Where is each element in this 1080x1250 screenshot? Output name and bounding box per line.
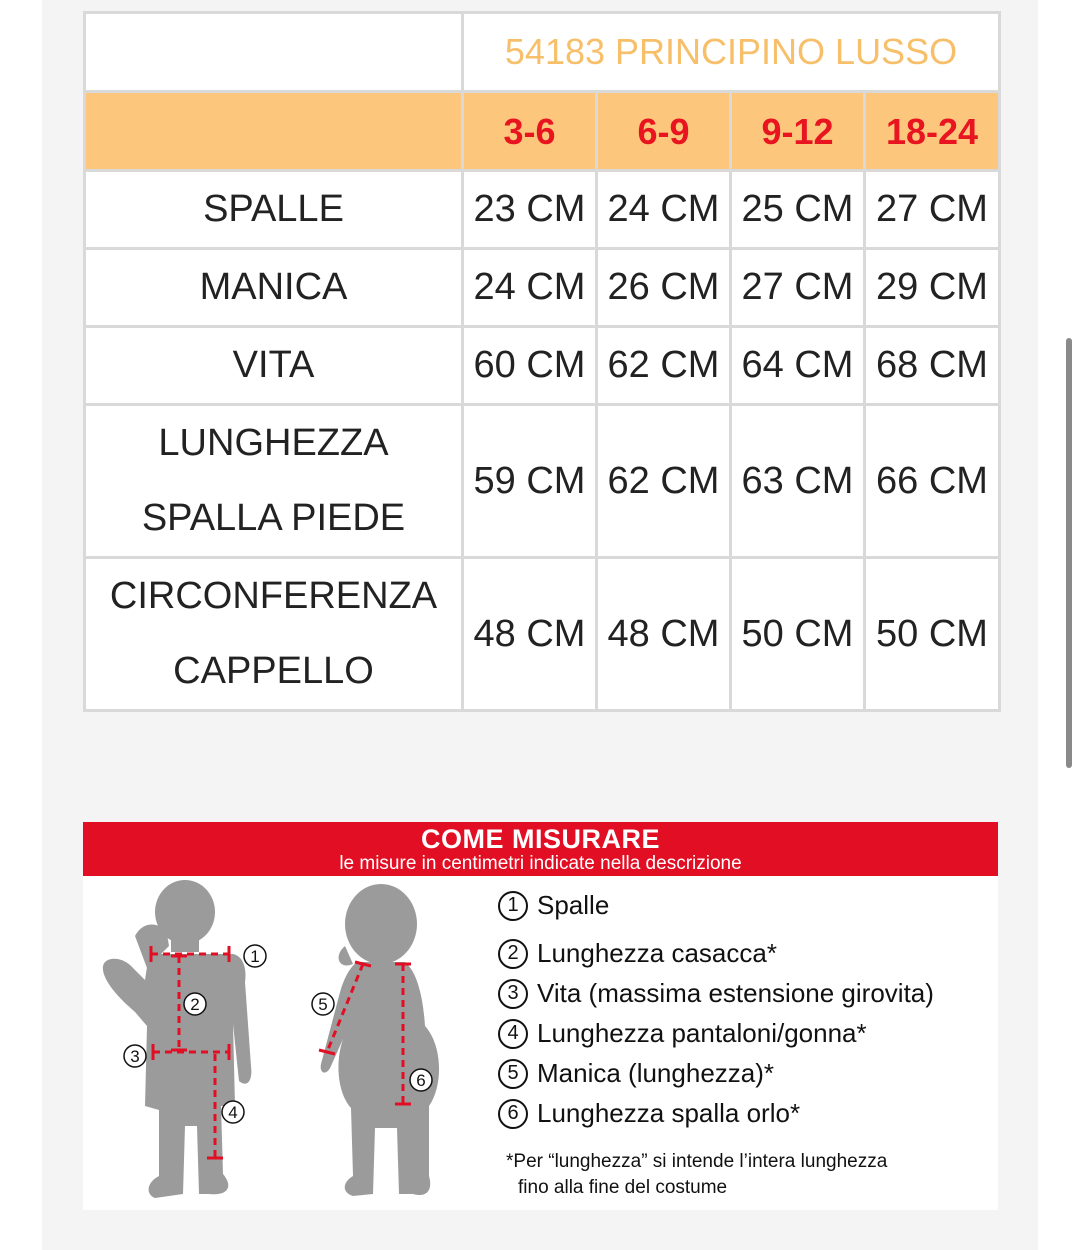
row-label: MANICA: [85, 249, 463, 327]
table-title-row: [85, 13, 1000, 92]
size-chart-table: [83, 11, 1001, 712]
table-cell: 24 CM: [463, 249, 597, 327]
row-label-line: CAPPELLO: [173, 650, 374, 692]
table-row-vita: [85, 327, 1000, 405]
number-circle-icon: 6: [498, 1099, 528, 1129]
empty-corner-cell: [85, 13, 463, 92]
product-title: 54183 PRINCIPINO LUSSO: [463, 13, 1000, 92]
row-label: [85, 558, 463, 711]
table-cell: 62 CM: [597, 327, 731, 405]
row-label: [85, 405, 463, 558]
figure-marker-1: [244, 945, 266, 967]
table-cell: 23 CM: [463, 171, 597, 249]
size-header-18-24: 18-24: [865, 92, 1000, 171]
figure-marker-label: 4: [228, 1103, 238, 1122]
table-cell: 60 CM: [463, 327, 597, 405]
table-cell: 27 CM: [865, 171, 1000, 249]
legend-item-label: Manica (lunghezza)*: [537, 1058, 775, 1088]
legend-item-label: Vita (massima estensione girovita): [537, 978, 934, 1008]
how-to-measure-banner: [83, 822, 998, 876]
table-row-spalle: [85, 171, 1000, 249]
scrollbar-thumb[interactable]: [1066, 338, 1072, 768]
table-cell: 27 CM: [731, 249, 865, 327]
legend-item-manica: [498, 1058, 998, 1089]
row-label-line: SPALLA PIEDE: [141, 497, 406, 539]
figure-marker-label: 1: [250, 947, 260, 966]
legend-item-lunghezza-pantaloni: [498, 1018, 998, 1049]
legend-item-spalle: [498, 890, 998, 921]
measure-legend: [498, 890, 998, 1201]
row-label: VITA: [85, 327, 463, 405]
table-cell: 48 CM: [463, 558, 597, 711]
legend-item-label: Lunghezza spalla orlo*: [537, 1098, 801, 1128]
figure-marker-4: [222, 1101, 244, 1123]
table-cell: 50 CM: [865, 558, 1000, 711]
figure-marker-6: [410, 1069, 432, 1091]
figure-marker-label: 3: [130, 1047, 140, 1066]
table-cell: 64 CM: [731, 327, 865, 405]
table-row-lunghezza: [85, 405, 1000, 558]
size-header-6-9: 6-9: [597, 92, 731, 171]
table-row-manica: [85, 249, 1000, 327]
size-header-3-6: 3-6: [463, 92, 597, 171]
legend-item-label: Spalle: [537, 890, 610, 920]
size-header-9-12: 9-12: [731, 92, 865, 171]
number-circle-icon: 5: [498, 1059, 528, 1089]
size-header-empty-cell: [85, 92, 463, 171]
table-cell: 59 CM: [463, 405, 597, 558]
table-cell: 66 CM: [865, 405, 1000, 558]
row-label: SPALLE: [85, 171, 463, 249]
figure-marker-5: [312, 993, 334, 1015]
legend-item-vita: [498, 978, 998, 1009]
table-cell: 48 CM: [597, 558, 731, 711]
legend-item-lunghezza-spalla-orlo: [498, 1098, 998, 1129]
table-cell: 68 CM: [865, 327, 1000, 405]
figure-marker-label: 6: [416, 1071, 426, 1090]
figure-marker-label: 5: [318, 995, 328, 1014]
table-cell: 26 CM: [597, 249, 731, 327]
length-note: [498, 1149, 998, 1201]
table-cell: 63 CM: [731, 405, 865, 558]
row-label-line: CIRCONFERENZA: [109, 575, 438, 617]
table-row-circonferenza: [85, 558, 1000, 711]
banner-title: COME MISURARE: [420, 824, 660, 854]
figure-marker-label: 2: [190, 995, 200, 1014]
figure-marker-2: [184, 993, 206, 1015]
legend-item-label: Lunghezza casacca*: [537, 938, 777, 968]
child-back-figure: [321, 884, 439, 1196]
table-cell: 24 CM: [597, 171, 731, 249]
table-cell: 25 CM: [731, 171, 865, 249]
number-circle-icon: 2: [498, 939, 528, 969]
note-line: *Per “lunghezza” si intende l’intera lunghezza: [506, 1151, 888, 1172]
measurement-figures: [83, 876, 503, 1210]
number-circle-icon: 3: [498, 979, 528, 1009]
size-header-row: [85, 92, 1000, 171]
number-circle-icon: 4: [498, 1019, 528, 1049]
note-line: fino alla fine del costume: [518, 1177, 728, 1198]
banner-subtitle: le misure in centimetri indicate nella descrizione: [339, 853, 742, 874]
figure-marker-3: [124, 1045, 146, 1067]
table-cell: 62 CM: [597, 405, 731, 558]
legend-item-label: Lunghezza pantaloni/gonna*: [537, 1018, 867, 1048]
number-circle-icon: 1: [498, 891, 528, 921]
table-cell: 50 CM: [731, 558, 865, 711]
table-cell: 29 CM: [865, 249, 1000, 327]
child-front-figure: [103, 880, 252, 1198]
how-to-measure-panel: [83, 822, 998, 1210]
legend-item-lunghezza-casacca: [498, 938, 998, 969]
row-label-line: LUNGHEZZA: [158, 422, 389, 464]
